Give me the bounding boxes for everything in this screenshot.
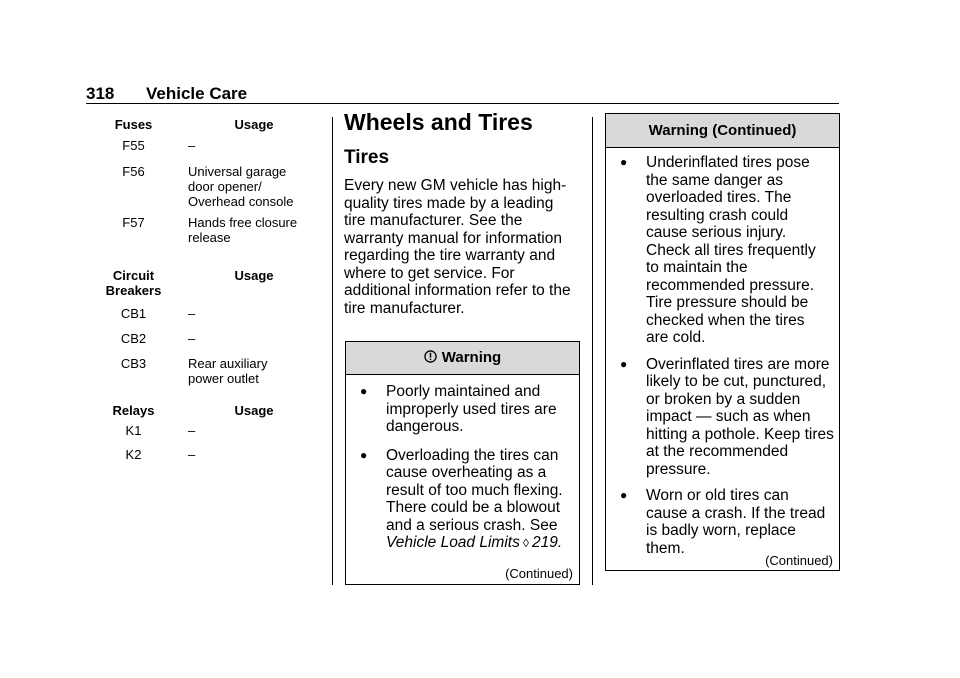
- tires-paragraph: Every new GM vehicle has high-quality tires made by a leading tire manufacturer. See the warranty manual for information regarding the tire warranty and where to get service. For additional information refer to the tire manufacturer.: [344, 177, 571, 317]
- table-row: [86, 138, 322, 164]
- bullet-icon: ●: [620, 155, 628, 169]
- fuse-id: F56: [122, 164, 145, 179]
- relay-usage: –: [188, 447, 196, 462]
- breaker-usage: –: [188, 331, 196, 346]
- bullet-icon: ●: [360, 384, 368, 398]
- column-divider-1: [332, 117, 333, 585]
- section-title: Vehicle Care: [146, 84, 248, 103]
- warning-icon: [424, 350, 437, 363]
- fuse-id: F57: [122, 215, 145, 230]
- breaker-usage: –: [188, 306, 196, 321]
- bullet-icon: ●: [620, 356, 628, 371]
- page-number: 318: [86, 84, 115, 103]
- warning-bullet: [606, 356, 839, 479]
- warning-box: [345, 341, 580, 585]
- cross-reference-link[interactable]: Vehicle Load Limits: [386, 534, 520, 551]
- warning-box-continued: [605, 113, 840, 571]
- breaker-id: CB2: [120, 331, 147, 346]
- table-row: [86, 331, 322, 356]
- table-row: [86, 447, 322, 471]
- warning-bullet: ● Overloading the tires can cause overheating as a result of too much flexing. There could be a blowout and a serious crash. See Vehicle Load Limits ◊ 219.: [360, 446, 563, 551]
- table-row: [86, 306, 322, 331]
- column-divider-2: [592, 117, 593, 585]
- bullet-text: Worn or old tires can cause a crash. If the tread is badly worn, replace them.: [646, 487, 826, 557]
- breaker-table-col2-header: Usage: [234, 268, 274, 283]
- relay-table: [86, 403, 322, 471]
- continued-label: (Continued): [505, 566, 573, 581]
- table-row: [86, 423, 322, 447]
- warning-header: Warning (Continued): [606, 114, 839, 148]
- fuse-id: F55: [122, 138, 145, 153]
- warning-bullet: [346, 383, 579, 436]
- bullet-text: Overinflated tires are more likely to be cut, punctured, or broken by a sudden impact — such as when hitting a pothole. Keep tires at the recommended pressure.: [646, 355, 834, 478]
- table-row: [86, 164, 322, 215]
- warning-bullet: [606, 487, 839, 557]
- fuse-table-col2-header: Usage: [234, 117, 274, 132]
- breaker-table-col1-header: Circuit Breakers: [105, 268, 162, 298]
- bullet-text: Overloading the tires can cause overheating as a result of too much flexing. There could be a blowout and a serious crash. See: [386, 446, 563, 534]
- section-heading: Wheels and Tires: [344, 109, 533, 135]
- fuse-table: [86, 117, 322, 245]
- bullet-text: Poorly maintained and improperly used tires are dangerous.: [386, 383, 557, 435]
- relay-usage: –: [188, 423, 196, 438]
- breaker-table: [86, 268, 322, 390]
- bullet-icon: ●: [620, 488, 628, 502]
- continued-label: (Continued): [765, 553, 833, 568]
- table-row: [86, 215, 322, 245]
- relay-id: K2: [125, 447, 142, 462]
- fuse-table-col1-header: Fuses: [114, 117, 153, 132]
- warning-header: [346, 342, 579, 375]
- fuse-usage: –: [188, 138, 196, 153]
- breaker-id: CB1: [120, 306, 147, 321]
- header-rule: [86, 103, 839, 104]
- breaker-usage: Rear auxiliary power outlet: [188, 356, 268, 386]
- breaker-id: CB3: [120, 356, 147, 371]
- relay-table-col2-header: Usage: [234, 403, 274, 418]
- warning-title: Warning: [441, 349, 502, 366]
- table-row: [86, 356, 322, 390]
- page-ref-icon: ◊: [522, 536, 529, 550]
- relay-table-col1-header: Relays: [112, 403, 155, 418]
- relay-id: K1: [125, 423, 142, 438]
- bullet-icon: ●: [360, 447, 368, 462]
- page-reference[interactable]: 219: [532, 534, 558, 551]
- bullet-text: Underinflated tires pose the same danger as overloaded tires. The resulting crash could cause serious injury. Check all tires frequently to maintain the recommended pressure. Tire pressure should be checked when the tires are cold.: [646, 154, 816, 346]
- fuse-usage: Universal garage door opener/ Overhead console: [188, 164, 294, 209]
- warning-bullet: [606, 154, 839, 347]
- subsection-heading: Tires: [344, 147, 390, 168]
- fuse-usage: Hands free closure release: [188, 215, 298, 245]
